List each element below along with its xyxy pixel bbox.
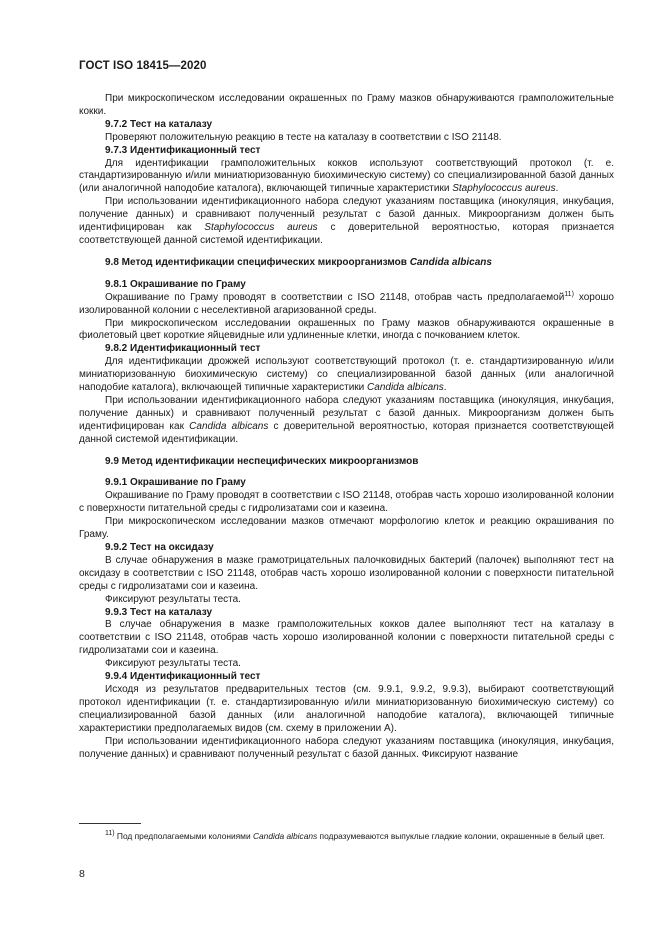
text-run: Для идентификации грамположительных кокков используют соответствующий протокол (т. е. стандартизированную и/или миниатюризованную биохимическую систему) со специализированной базой данных (или аналогичной наподобие каталога), включающей типичные характеристики	[79, 157, 614, 195]
species-name: Staphylococcus aureus	[452, 183, 556, 195]
paragraph: Окрашивание по Граму проводят в соответствии с ISO 21148, отобрав часть хорошо изолированной колонии с поверхности питательной среды с гидролизатами сои и казеина.	[79, 490, 614, 515]
paragraph: Фиксируют результаты теста.	[105, 593, 241, 605]
paragraph: Исходя из результатов предварительных тестов (см. 9.9.1, 9.9.2, 9.9.3), выбирают соответствующий протокол идентификации (т. е. стандартизированную и/или миниатюризованную биохимическую систему) со специализированной базой данных (или аналогичной наподобие каталога), включающей типичные характеристики предполагаемых видов (см. схему в приложении А).	[79, 683, 614, 734]
paragraph	[79, 395, 614, 447]
paragraph: В случае обнаружения в мазке грамотрицательных палочковидных бактерий (палочек) выполняют тест на оксидазу в соответствии с ISO 21148, отобрав часть хорошо изолированной колонии с поверхности питательной среды с гидролизатами сои и казеина.	[79, 554, 614, 592]
paragraph: При микроскопическом исследовании окрашенных по Граму мазков обнаруживаются грамположительные кокки.	[79, 93, 614, 117]
text-run: Окрашивание по Граму проводят в соответствии с ISO 21148, отобрав часть предполагаемой	[105, 291, 565, 303]
page-number: 8	[79, 868, 85, 880]
paragraph: При микроскопическом исследовании мазков отмечают морфологию клеток и реакцию окрашивания по Граму.	[79, 516, 614, 541]
paragraph	[79, 356, 614, 395]
footnote-divider	[79, 823, 141, 824]
species-name: Staphylococcus aureus	[204, 222, 318, 234]
subsection-heading-9-8-1: 9.8.1 Окрашивание по Граму	[105, 278, 246, 290]
subsection-heading-9-9-2: 9.9.2 Тест на оксидазу	[105, 542, 214, 553]
species-name: Candida albicans	[367, 382, 444, 394]
paragraph: При использовании идентификационного набора следуют указаниям поставщика (инокуляция, инкубация, получение данных) и сравнивают полученный результат с базой данных. Фиксируют название	[79, 735, 614, 760]
subsection-heading-9-7-2: 9.7.2 Тест на каталазу	[105, 118, 213, 130]
paragraph: При микроскопическом исследовании окрашенных по Граму мазков обнаруживаются окрашенные в фиолетовый цвет короткие яйцевидные или удлиненные клетки, иногда с почкованием клеток.	[79, 317, 614, 342]
text-run: .	[443, 382, 447, 394]
paragraph: Фиксируют результаты теста.	[105, 658, 241, 670]
footnote-marker: 11)	[105, 830, 115, 837]
text-run: с доверительной вероятностью, которая признается соответствующей данной системой идентификации.	[79, 420, 615, 445]
paragraph	[79, 158, 614, 197]
subsection-heading-9-7-3: 9.7.3 Идентификационный тест	[105, 144, 261, 156]
document-body	[79, 93, 614, 761]
paragraph	[79, 196, 614, 248]
subsection-heading-9-8-2: 9.8.2 Идентификационный тест	[105, 343, 261, 355]
text-run: с доверительной вероятностью, которая признается соответствующей данной системой идентификации.	[79, 222, 614, 246]
text-run: При использовании идентификационного набора следуют указаниям поставщика (инокуляция, инкубация, получение данных) и сравнивают полученный результат с базой данных. Микроорганизм должен быть идентифицирован как	[79, 196, 614, 234]
subsection-heading-9-9-4: 9.9.4 Идентификационный тест	[105, 671, 261, 683]
text-run: хорошо изолированной колонии с неселективной агаризованной среды.	[79, 291, 614, 316]
section-heading-9-8	[79, 257, 614, 270]
footnote-reference[interactable]: 11)	[564, 290, 574, 298]
text-run: Под предполагаемыми колониями	[114, 831, 253, 841]
text-run: подразумеваются выпуклые гладкие колонии, окрашенные в белый цвет.	[317, 831, 605, 841]
document-header: ГОСТ ISO 18415—2020	[79, 60, 207, 72]
text-run: Для идентификации дрожжей используют соответствующий протокол (т. е. стандартизированную и/или миниатюризованную биохимическую систему) со специализированной базой данных (или аналогичной наподобие каталога), включающей типичные характеристики	[79, 356, 614, 394]
species-name: Candida albicans	[189, 420, 269, 432]
section-heading-9-9: 9.9 Метод идентификации неспецифических микроорганизмов	[105, 455, 419, 467]
species-name: Candida albicans	[409, 256, 492, 268]
subsection-heading-9-9-1: 9.9.1 Окрашивание по Граму	[105, 477, 246, 489]
text-run: При использовании идентификационного набора следуют указаниям поставщика (инокуляция, инкубация, получение данных) и сравнивают полученный результат с базой данных. Микроорганизм должен быть идентифицирован как	[79, 394, 614, 432]
paragraph	[79, 292, 614, 318]
paragraph: В случае обнаружения в мазке грамположительных кокков далее выполняют тест на каталазу в соответствии с ISO 21148, отобрав часть хорошо изолированной колонии с поверхности питательной среды с гидролизатами сои и казеина.	[79, 619, 614, 657]
text-run: .	[555, 183, 559, 195]
species-name: Candida albicans	[252, 831, 318, 841]
paragraph: Проверяют положительную реакцию в тесте на каталазу в соответствии с ISO 21148.	[105, 131, 502, 143]
footnote	[79, 831, 614, 842]
text-run: 9.8 Метод идентификации специфических микроорганизмов	[105, 256, 410, 268]
subsection-heading-9-9-3: 9.9.3 Тест на каталазу	[105, 606, 213, 618]
